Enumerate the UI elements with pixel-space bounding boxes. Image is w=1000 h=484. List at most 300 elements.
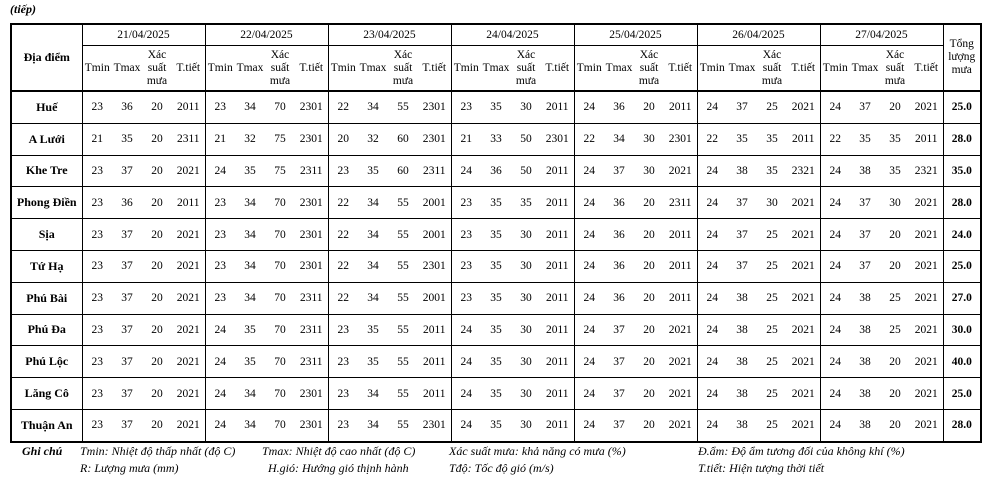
cell-tmin: 23 [82, 409, 112, 441]
cell-tmin: 24 [451, 314, 481, 346]
cell-tmin: 20 [328, 123, 358, 155]
cell-tmax: 33 [481, 123, 511, 155]
cell-tmax: 35 [481, 409, 511, 441]
cell-t-tiet: 2011 [541, 219, 574, 251]
cell-xac-suat-mua: 20 [880, 250, 910, 282]
cell-xac-suat-mua: 20 [880, 409, 910, 441]
cell-tmax: 38 [727, 409, 757, 441]
cell-xac-suat-mua: 30 [634, 123, 664, 155]
cell-tmax: 36 [481, 155, 511, 187]
header-sub-tmax: Tmax [727, 46, 757, 92]
cell-tmin: 24 [451, 346, 481, 378]
cell-xac-suat-mua: 20 [634, 378, 664, 410]
cell-xac-suat-mua: 20 [142, 314, 172, 346]
cell-xac-suat-mua: 75 [265, 123, 295, 155]
cell-tmin: 23 [82, 250, 112, 282]
cell-xac-suat-mua: 20 [634, 250, 664, 282]
cell-xac-suat-mua: 50 [511, 123, 541, 155]
cell-xac-suat-mua: 70 [265, 282, 295, 314]
cell-t-tiet: 2311 [664, 187, 697, 219]
cell-tmax: 38 [850, 314, 880, 346]
cell-xac-suat-mua: 25 [757, 409, 787, 441]
total-rain-value: 25.0 [943, 250, 981, 282]
header-sub-t-tiet: T.tiết [172, 46, 205, 92]
header-sub-tmin: Tmin [574, 46, 604, 92]
cell-t-tiet: 2021 [910, 346, 943, 378]
cell-tmin: 23 [82, 314, 112, 346]
cell-tmin: 24 [820, 282, 850, 314]
cell-xac-suat-mua: 70 [265, 187, 295, 219]
cell-tmax: 32 [358, 123, 388, 155]
cell-t-tiet: 2021 [664, 314, 697, 346]
cell-t-tiet: 2311 [295, 155, 328, 187]
cell-t-tiet: 2011 [541, 250, 574, 282]
cell-xac-suat-mua: 55 [388, 250, 418, 282]
header-sub-t-tiet: T.tiết [541, 46, 574, 92]
cell-t-tiet: 2301 [664, 123, 697, 155]
cell-t-tiet: 2021 [664, 155, 697, 187]
cell-t-tiet: 2011 [172, 91, 205, 123]
cell-t-tiet: 2021 [910, 91, 943, 123]
cell-xac-suat-mua: 30 [511, 250, 541, 282]
header-date: 22/04/2025 [205, 24, 328, 46]
cell-t-tiet: 2021 [172, 155, 205, 187]
cell-tmax: 37 [112, 346, 142, 378]
cell-tmin: 24 [205, 346, 235, 378]
cell-xac-suat-mua: 70 [265, 91, 295, 123]
cell-tmin: 24 [820, 314, 850, 346]
cell-tmax: 34 [358, 250, 388, 282]
cell-t-tiet: 2011 [418, 378, 451, 410]
note-tmax: Tmax: Nhiệt độ cao nhất (độ C) [262, 444, 416, 458]
cell-tmin: 24 [574, 187, 604, 219]
cell-tmax: 36 [604, 250, 634, 282]
cell-xac-suat-mua: 55 [388, 346, 418, 378]
cell-xac-suat-mua: 55 [388, 187, 418, 219]
cell-tmax: 38 [850, 346, 880, 378]
cell-tmax: 35 [235, 314, 265, 346]
cell-xac-suat-mua: 35 [880, 123, 910, 155]
header-sub-xac-suat-mua: Xác suất mưa [511, 46, 541, 92]
cell-t-tiet: 2001 [418, 219, 451, 251]
cell-tmax: 32 [235, 123, 265, 155]
cell-tmax: 38 [727, 346, 757, 378]
cell-xac-suat-mua: 35 [757, 123, 787, 155]
total-rain-value: 28.0 [943, 409, 981, 441]
table-row [11, 91, 981, 123]
cell-t-tiet: 2021 [172, 219, 205, 251]
cell-xac-suat-mua: 20 [634, 187, 664, 219]
cell-tmin: 22 [328, 187, 358, 219]
cell-xac-suat-mua: 30 [511, 378, 541, 410]
cell-tmin: 23 [328, 409, 358, 441]
cell-t-tiet: 2021 [172, 282, 205, 314]
cell-t-tiet: 2301 [295, 250, 328, 282]
cell-tmin: 24 [697, 314, 727, 346]
cell-tmin: 23 [205, 250, 235, 282]
total-rain-value: 35.0 [943, 155, 981, 187]
cell-t-tiet: 2011 [541, 91, 574, 123]
cell-xac-suat-mua: 20 [634, 282, 664, 314]
cell-t-tiet: 2021 [787, 219, 820, 251]
cell-tmax: 38 [727, 155, 757, 187]
cell-tmin: 24 [574, 346, 604, 378]
cell-tmax: 35 [481, 378, 511, 410]
cell-tmin: 21 [205, 123, 235, 155]
cell-tmax: 37 [112, 378, 142, 410]
header-sub-xac-suat-mua: Xác suất mưa [634, 46, 664, 92]
total-rain-value: 28.0 [943, 187, 981, 219]
cell-t-tiet: 2011 [541, 346, 574, 378]
cell-xac-suat-mua: 35 [880, 155, 910, 187]
cell-tmax: 37 [604, 314, 634, 346]
total-rain-value: 25.0 [943, 91, 981, 123]
header-sub-t-tiet: T.tiết [295, 46, 328, 92]
cell-tmin: 24 [820, 250, 850, 282]
cell-tmax: 34 [235, 91, 265, 123]
cell-xac-suat-mua: 35 [757, 155, 787, 187]
cell-tmax: 36 [604, 187, 634, 219]
cell-t-tiet: 2011 [418, 346, 451, 378]
header-sub-tmax: Tmax [112, 46, 142, 92]
cell-tmax: 38 [727, 314, 757, 346]
cell-xac-suat-mua: 55 [388, 378, 418, 410]
cell-xac-suat-mua: 25 [757, 346, 787, 378]
cell-tmax: 37 [112, 155, 142, 187]
cell-tmin: 23 [82, 282, 112, 314]
cell-tmin: 24 [205, 378, 235, 410]
cell-tmin: 24 [205, 314, 235, 346]
cell-tmax: 34 [358, 219, 388, 251]
total-rain-value: 28.0 [943, 123, 981, 155]
cell-tmax: 38 [850, 155, 880, 187]
cell-xac-suat-mua: 25 [757, 91, 787, 123]
header-sub-t-tiet: T.tiết [787, 46, 820, 92]
cell-xac-suat-mua: 60 [388, 123, 418, 155]
cell-tmin: 21 [451, 123, 481, 155]
cell-tmax: 35 [358, 155, 388, 187]
cell-t-tiet: 2301 [418, 123, 451, 155]
cell-xac-suat-mua: 30 [511, 346, 541, 378]
cell-tmax: 38 [850, 409, 880, 441]
cell-t-tiet: 2021 [172, 250, 205, 282]
cell-tmax: 34 [358, 378, 388, 410]
cell-tmax: 34 [235, 250, 265, 282]
cell-tmax: 35 [235, 346, 265, 378]
cell-t-tiet: 2011 [541, 378, 574, 410]
header-date: 26/04/2025 [697, 24, 820, 46]
cell-t-tiet: 2311 [418, 155, 451, 187]
cell-t-tiet: 2001 [418, 187, 451, 219]
cell-xac-suat-mua: 20 [142, 282, 172, 314]
cell-t-tiet: 2011 [664, 250, 697, 282]
cell-tmin: 24 [697, 346, 727, 378]
note-hgio: H.gió: Hướng gió thịnh hành [268, 461, 409, 475]
cell-tmin: 23 [328, 378, 358, 410]
cell-tmin: 23 [205, 91, 235, 123]
cell-t-tiet: 2001 [418, 282, 451, 314]
cell-t-tiet: 2301 [295, 219, 328, 251]
cell-tmin: 23 [451, 282, 481, 314]
location-name: Phong Điền [11, 187, 82, 219]
cell-t-tiet: 2321 [787, 155, 820, 187]
cell-t-tiet: 2011 [664, 91, 697, 123]
cell-t-tiet: 2011 [541, 409, 574, 441]
cell-xac-suat-mua: 20 [142, 250, 172, 282]
cell-tmax: 35 [112, 123, 142, 155]
cell-t-tiet: 2021 [172, 314, 205, 346]
cell-tmin: 24 [574, 219, 604, 251]
cell-tmin: 23 [82, 155, 112, 187]
cell-tmin: 24 [574, 155, 604, 187]
cell-tmin: 24 [205, 409, 235, 441]
cell-t-tiet: 2021 [910, 409, 943, 441]
cell-tmin: 22 [328, 219, 358, 251]
cell-xac-suat-mua: 30 [511, 409, 541, 441]
cell-tmax: 38 [727, 378, 757, 410]
cell-tmax: 37 [850, 250, 880, 282]
total-rain-value: 27.0 [943, 282, 981, 314]
cell-t-tiet: 2301 [418, 250, 451, 282]
cell-tmax: 35 [850, 123, 880, 155]
cell-t-tiet: 2301 [295, 123, 328, 155]
cell-xac-suat-mua: 25 [757, 314, 787, 346]
total-rain-value: 30.0 [943, 314, 981, 346]
cell-xac-suat-mua: 70 [265, 378, 295, 410]
cell-t-tiet: 2301 [418, 91, 451, 123]
cell-tmax: 36 [112, 91, 142, 123]
cell-tmax: 38 [850, 282, 880, 314]
cell-t-tiet: 2021 [787, 91, 820, 123]
cell-xac-suat-mua: 25 [757, 219, 787, 251]
cell-t-tiet: 2021 [664, 378, 697, 410]
cell-tmax: 34 [358, 282, 388, 314]
cell-xac-suat-mua: 60 [388, 155, 418, 187]
cell-tmin: 22 [697, 123, 727, 155]
header-sub-t-tiet: T.tiết [910, 46, 943, 92]
header-sub-xac-suat-mua: Xác suất mưa [265, 46, 295, 92]
cell-tmin: 23 [205, 219, 235, 251]
header-sub-tmin: Tmin [82, 46, 112, 92]
cell-tmax: 34 [235, 282, 265, 314]
cell-xac-suat-mua: 20 [880, 378, 910, 410]
cell-tmin: 24 [697, 187, 727, 219]
location-name: Lăng Cô [11, 378, 82, 410]
total-rain-value: 24.0 [943, 219, 981, 251]
cell-tmin: 24 [697, 282, 727, 314]
cell-tmin: 24 [205, 155, 235, 187]
location-name: Sịa [11, 219, 82, 251]
cell-xac-suat-mua: 70 [265, 409, 295, 441]
cell-tmax: 37 [112, 250, 142, 282]
cell-tmin: 24 [451, 409, 481, 441]
cell-xac-suat-mua: 55 [388, 409, 418, 441]
cell-xac-suat-mua: 20 [634, 91, 664, 123]
cell-tmin: 24 [574, 250, 604, 282]
cell-tmax: 35 [481, 219, 511, 251]
cell-xac-suat-mua: 20 [880, 346, 910, 378]
cell-tmax: 37 [604, 409, 634, 441]
cell-tmax: 34 [358, 409, 388, 441]
cell-tmin: 24 [574, 91, 604, 123]
header-sub-tmin: Tmin [697, 46, 727, 92]
cell-xac-suat-mua: 25 [757, 378, 787, 410]
cell-xac-suat-mua: 25 [880, 282, 910, 314]
cell-tmin: 24 [820, 346, 850, 378]
cell-tmax: 37 [727, 219, 757, 251]
cell-tmin: 24 [451, 155, 481, 187]
cell-xac-suat-mua: 20 [634, 346, 664, 378]
cell-t-tiet: 2311 [172, 123, 205, 155]
cell-t-tiet: 2011 [664, 282, 697, 314]
cell-t-tiet: 2021 [172, 346, 205, 378]
cell-tmax: 37 [727, 187, 757, 219]
cell-tmax: 35 [235, 155, 265, 187]
cell-tmin: 23 [451, 187, 481, 219]
cell-t-tiet: 2021 [910, 282, 943, 314]
cell-tmin: 24 [451, 378, 481, 410]
cell-tmin: 23 [328, 155, 358, 187]
cell-tmin: 23 [205, 187, 235, 219]
cell-tmax: 38 [850, 378, 880, 410]
cell-t-tiet: 2021 [664, 346, 697, 378]
cell-tmax: 34 [235, 378, 265, 410]
cell-t-tiet: 2301 [295, 409, 328, 441]
cell-tmin: 23 [82, 378, 112, 410]
cell-t-tiet: 2301 [541, 123, 574, 155]
cell-xac-suat-mua: 20 [634, 219, 664, 251]
cell-xac-suat-mua: 30 [634, 155, 664, 187]
cell-t-tiet: 2011 [541, 282, 574, 314]
table-row [11, 282, 981, 314]
cell-tmin: 22 [820, 123, 850, 155]
continued-label: (tiếp) [10, 2, 36, 16]
header-sub-tmax: Tmax [850, 46, 880, 92]
table-row [11, 155, 981, 187]
cell-tmax: 34 [358, 91, 388, 123]
note-xsm: Xác suất mưa: khả năng có mưa (%) [449, 444, 626, 458]
cell-xac-suat-mua: 25 [757, 282, 787, 314]
cell-xac-suat-mua: 55 [388, 219, 418, 251]
cell-tmax: 35 [481, 282, 511, 314]
cell-tmin: 23 [82, 346, 112, 378]
cell-tmax: 36 [112, 187, 142, 219]
cell-tmax: 34 [235, 187, 265, 219]
cell-xac-suat-mua: 20 [142, 187, 172, 219]
cell-tmax: 34 [358, 187, 388, 219]
cell-tmin: 23 [328, 314, 358, 346]
header-sub-tmin: Tmin [451, 46, 481, 92]
cell-tmax: 37 [604, 378, 634, 410]
table-row [11, 314, 981, 346]
cell-t-tiet: 2021 [787, 314, 820, 346]
table-row [11, 346, 981, 378]
location-name: A Lưới [11, 123, 82, 155]
cell-tmin: 24 [697, 250, 727, 282]
cell-t-tiet: 2021 [787, 282, 820, 314]
header-sub-tmin: Tmin [328, 46, 358, 92]
cell-tmax: 36 [604, 91, 634, 123]
cell-t-tiet: 2301 [295, 187, 328, 219]
cell-t-tiet: 2021 [910, 250, 943, 282]
header-sub-t-tiet: T.tiết [418, 46, 451, 92]
header-sub-tmin: Tmin [820, 46, 850, 92]
table-row [11, 123, 981, 155]
cell-t-tiet: 2301 [418, 409, 451, 441]
cell-t-tiet: 2021 [910, 314, 943, 346]
cell-xac-suat-mua: 20 [142, 346, 172, 378]
cell-tmin: 24 [697, 155, 727, 187]
cell-tmin: 21 [82, 123, 112, 155]
cell-t-tiet: 2021 [787, 378, 820, 410]
cell-tmin: 24 [820, 91, 850, 123]
header-sub-xac-suat-mua: Xác suất mưa [142, 46, 172, 92]
location-name: Phú Lộc [11, 346, 82, 378]
cell-t-tiet: 2021 [787, 250, 820, 282]
cell-xac-suat-mua: 55 [388, 91, 418, 123]
cell-tmax: 35 [481, 346, 511, 378]
note-ttiet: T.tiết: Hiện tượng thời tiết [698, 461, 825, 475]
cell-tmax: 37 [727, 250, 757, 282]
cell-tmin: 24 [820, 155, 850, 187]
cell-tmax: 37 [850, 219, 880, 251]
cell-t-tiet: 2021 [664, 409, 697, 441]
cell-tmin: 22 [328, 91, 358, 123]
header-sub-tmin: Tmin [205, 46, 235, 92]
cell-xac-suat-mua: 20 [142, 123, 172, 155]
cell-t-tiet: 2021 [787, 187, 820, 219]
cell-xac-suat-mua: 50 [511, 155, 541, 187]
cell-tmin: 24 [697, 378, 727, 410]
cell-tmax: 36 [604, 282, 634, 314]
cell-tmax: 34 [604, 123, 634, 155]
header-date: 25/04/2025 [574, 24, 697, 46]
total-rain-value: 40.0 [943, 346, 981, 378]
cell-tmin: 24 [820, 187, 850, 219]
cell-tmin: 22 [574, 123, 604, 155]
cell-tmin: 24 [697, 91, 727, 123]
cell-tmax: 37 [112, 314, 142, 346]
cell-tmin: 24 [697, 219, 727, 251]
cell-tmax: 37 [112, 282, 142, 314]
cell-xac-suat-mua: 70 [265, 314, 295, 346]
cell-xac-suat-mua: 35 [511, 187, 541, 219]
cell-tmin: 22 [328, 282, 358, 314]
header-sub-tmax: Tmax [604, 46, 634, 92]
cell-xac-suat-mua: 20 [634, 314, 664, 346]
total-rain-value: 25.0 [943, 378, 981, 410]
cell-xac-suat-mua: 55 [388, 282, 418, 314]
cell-t-tiet: 2021 [787, 346, 820, 378]
header-sub-tmax: Tmax [235, 46, 265, 92]
cell-xac-suat-mua: 75 [265, 155, 295, 187]
header-sub-t-tiet: T.tiết [664, 46, 697, 92]
cell-tmax: 35 [481, 314, 511, 346]
cell-t-tiet: 2301 [295, 378, 328, 410]
cell-xac-suat-mua: 20 [142, 91, 172, 123]
cell-tmin: 23 [82, 91, 112, 123]
cell-tmin: 23 [451, 91, 481, 123]
cell-t-tiet: 2011 [910, 123, 943, 155]
cell-tmin: 23 [328, 346, 358, 378]
cell-tmax: 35 [481, 250, 511, 282]
cell-tmax: 34 [235, 219, 265, 251]
cell-tmax: 37 [604, 346, 634, 378]
cell-xac-suat-mua: 30 [511, 314, 541, 346]
cell-tmax: 37 [727, 91, 757, 123]
cell-t-tiet: 2011 [418, 314, 451, 346]
location-name: Phú Bài [11, 282, 82, 314]
